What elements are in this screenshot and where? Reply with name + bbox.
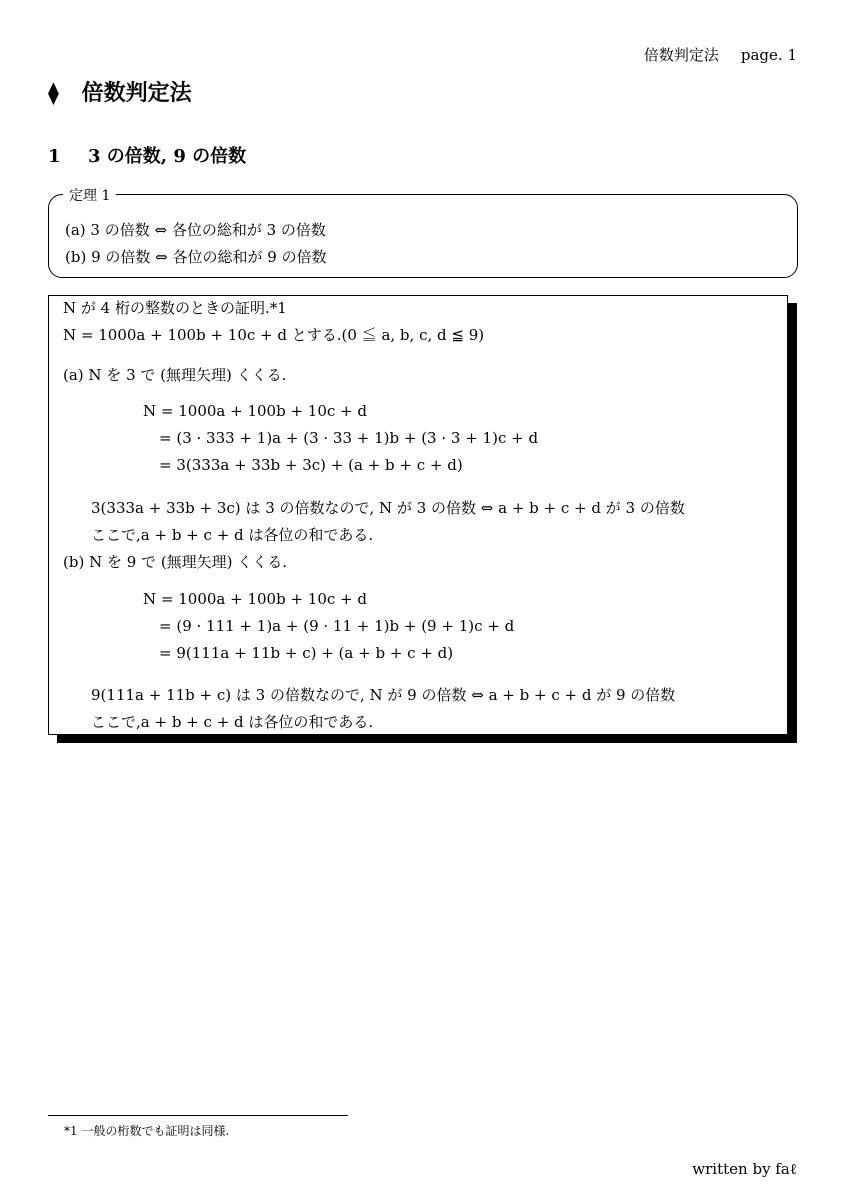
- theorem-title: 定理 1: [63, 185, 116, 205]
- part-a-equation-1: N = 1000a + 100b + 10c + d: [143, 402, 367, 420]
- section-title: 3 の倍数, 9 の倍数: [88, 146, 247, 167]
- part-b-conclusion: 9(111a + 11b + c) は 3 の倍数なので, N が 9 の倍数 ⇔ a + b + c + d が 9 の倍数: [91, 686, 676, 704]
- theorem-line-b: (b) 9 の倍数 ⇔ 各位の総和が 9 の倍数: [65, 248, 327, 266]
- part-b-note: ここで,a + b + c + d は各位の和である.: [91, 713, 374, 731]
- part-b-equation-3: = 9(111a + 11b + c) + (a + b + c + d): [159, 644, 454, 662]
- header-title: 倍数判定法: [643, 46, 719, 64]
- part-b-heading: (b) N を 9 で (無理矢理) くくる.: [63, 553, 288, 571]
- section-number: 1: [48, 146, 61, 167]
- part-a-equation-3: = 3(333a + 33b + 3c) + (a + b + c + d): [159, 456, 463, 474]
- part-a-equation-2: = (3 · 333 + 1)a + (3 · 33 + 1)b + (3 · 3 + 1)c + d: [159, 429, 539, 447]
- part-a-heading: (a) N を 3 で (無理矢理) くくる.: [63, 366, 287, 384]
- document-title-text: 倍数判定法: [81, 81, 192, 106]
- theorem-box: [48, 188, 798, 278]
- part-a-note: ここで,a + b + c + d は各位の和である.: [91, 526, 374, 544]
- footnote: *1 一般の桁数でも証明は同様.: [64, 1124, 230, 1138]
- part-b-equation-2: = (9 · 111 + 1)a + (9 · 11 + 1)b + (9 + 1)c + d: [159, 617, 515, 635]
- proof-intro: N が 4 桁の整数のときの証明.*1: [63, 299, 287, 317]
- document-title: [48, 76, 192, 107]
- diamond-icon: ⧫: [48, 81, 59, 106]
- running-header: [644, 44, 797, 65]
- theorem-line-a: (a) 3 の倍数 ⇔ 各位の総和が 3 の倍数: [65, 221, 326, 239]
- proof-setup: N = 1000a + 100b + 10c + d とする.(0 ≦ a, b, c, d ≦ 9): [63, 326, 485, 344]
- part-b-equation-1: N = 1000a + 100b + 10c + d: [143, 590, 367, 608]
- proof-box: [48, 295, 788, 735]
- section-heading: [48, 142, 246, 168]
- footnote-rule: [48, 1115, 348, 1116]
- part-a-conclusion: 3(333a + 33b + 3c) は 3 の倍数なので, N が 3 の倍数 ⇔ a + b + c + d が 3 の倍数: [91, 499, 685, 517]
- page-number: page. 1: [740, 46, 797, 64]
- signature: written by faℓ: [692, 1160, 797, 1178]
